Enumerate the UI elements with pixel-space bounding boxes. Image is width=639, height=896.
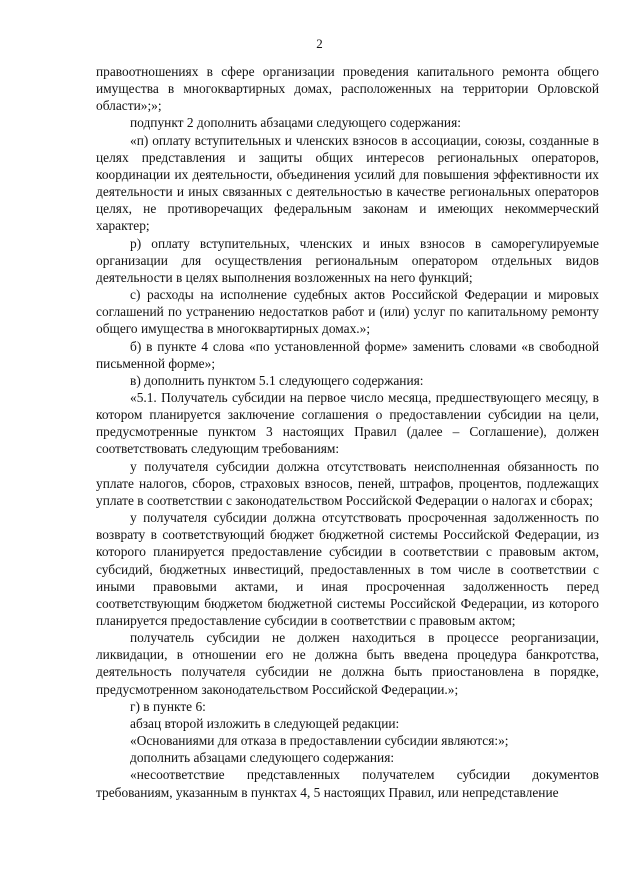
paragraph: в) дополнить пунктом 5.1 следующего содержания: bbox=[130, 372, 424, 388]
paragraph: у получателя субсидии должна отсутствовать просроченная задолженность по возврату в соответствующий бюджет бюджетной системы Российской Федерации, из которого планируется предоставление субсидии в соответствии с правовым актом, субсидий, бюджетных инвестиций, предоставленных в том числе в соответствии с иными правовыми актами, и иная просроченная задолженность перед соответствующим бюджетом бюджетной системы Российской Федерации, из которого планируется предоставление субсидии в соответствии с правовым актом; bbox=[96, 510, 599, 628]
paragraph: правоотношениях в сфере организации проведения капитального ремонта общего имущества в многоквартирных домах, расположенных на территории Орловской области»;»; bbox=[96, 64, 599, 114]
paragraph: «5.1. Получатель субсидии на первое число месяца, предшествующего месяцу, в котором планируется заключение соглашения о предоставлении субсидии на цели, предусмотренные пунктом 3 настоящих Правил (далее – Соглашение), должен соответствовать следующим требованиям: bbox=[96, 389, 599, 457]
paragraph: у получателя субсидии должна отсутствовать неисполненная обязанность по уплате налогов, сборов, страховых взносов, пеней, штрафов, процентов, подлежащих уплате в соответствии с законодательством Российской Федерации о налогах и сборах; bbox=[96, 458, 599, 508]
paragraph: р) оплату вступительных, членских и иных взносов в саморегулируемые организации для осуществления региональным оператором отдельных видов деятельности в целях выполнения возложенных на него функций; bbox=[96, 235, 599, 285]
paragraph: получатель субсидии не должен находиться в процессе реорганизации, ликвидации, в отношении его не должна быть введена процедура банкротства, деятельность получателя субсидии не должна быть приостановлена в порядке, предусмотренном законодательством Российской Федерации.»; bbox=[96, 630, 599, 697]
paragraph: с) расходы на исполнение судебных актов Российской Федерации и мировых соглашений по устранению недостатков работ и (или) услуг по капитальному ремонту общего имущества в многоквартирных домах.»; bbox=[96, 287, 599, 337]
document-body bbox=[96, 63, 599, 801]
paragraph: «п) оплату вступительных и членских взносов в ассоциации, союзы, созданные в целях представления и защиты общих интересов региональных операторов, координации их деятельности, объединения усилий для повышения эффективности их деятельности и иных связанных с деятельностью в качестве региональных операторов целях, не противоречащих федеральным законам и имеющих некоммерческий характер; bbox=[96, 132, 599, 234]
paragraph: дополнить абзацами следующего содержания: bbox=[130, 750, 395, 766]
paragraph: «Основаниями для отказа в предоставлении субсидии являются:»; bbox=[130, 733, 509, 749]
paragraph: б) в пункте 4 слова «по установленной форме» заменить словами «в свободной письменной форме»; bbox=[96, 338, 599, 371]
paragraph: г) в пункте 6: bbox=[130, 698, 206, 714]
paragraph: подпункт 2 дополнить абзацами следующего содержания: bbox=[130, 115, 461, 131]
paragraph: абзац второй изложить в следующей редакции: bbox=[130, 715, 400, 731]
paragraph: «несоответствие представленных получателем субсидии документов требованиям, указанным в пунктах 4, 5 настоящих Правил, или непредставление bbox=[96, 767, 599, 800]
page-number: 2 bbox=[316, 36, 323, 51]
